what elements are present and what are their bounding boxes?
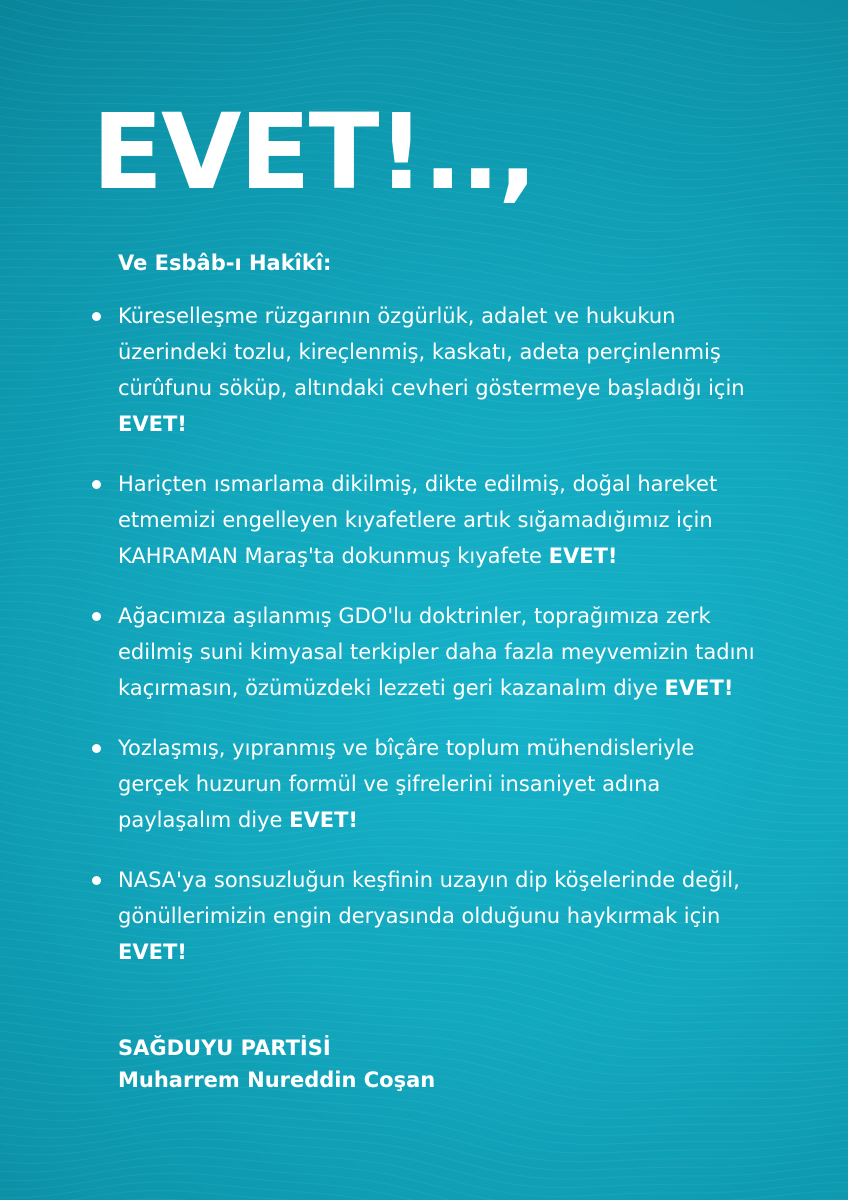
bullet-icon <box>92 312 101 321</box>
list-item-text: Hariçten ısmarlama dikilmiş, dikte edilmiş, doğal hareket etmemizi engelleyen kıyafetlere artık sığamadığımız için KAHRAMAN Maraş'ta dokunmuş kıyafete <box>118 472 718 568</box>
reasons-list <box>118 298 758 994</box>
list-item-text: Ağacımıza aşılanmış GDO'lu doktrinler, toprağımıza zerk edilmiş suni kimyasal terkipler daha fazla meyvemizin tadını kaçırmasın, özümüzdeki lezzeti geri kazanalım diye <box>118 604 755 700</box>
list-item <box>118 598 758 706</box>
list-item-text: NASA'ya sonsuzluğun keşfinin uzayın dip köşelerinde değil, gönüllerimizin engin deryasında olduğunu haykırmak için <box>118 868 740 928</box>
list-item <box>118 298 758 442</box>
bullet-icon <box>92 612 101 621</box>
author-name: Muharrem Nureddin Coşan <box>118 1068 436 1092</box>
party-name: SAĞDUYU PARTİSİ <box>118 1036 331 1060</box>
list-item-emphasis: EVET! <box>548 544 618 568</box>
list-item <box>118 466 758 574</box>
bullet-icon <box>92 744 101 753</box>
list-item-emphasis: EVET! <box>289 808 358 832</box>
subtitle: Ve Esbâb-ı Hakîkî: <box>118 251 332 275</box>
page-title: EVET!.., <box>92 91 536 213</box>
bullet-icon <box>92 876 101 885</box>
list-item-emphasis: EVET! <box>118 412 187 436</box>
signature-block <box>118 1032 435 1096</box>
bullet-icon <box>92 480 101 489</box>
list-item-emphasis: EVET! <box>118 940 187 964</box>
list-item <box>118 862 758 970</box>
list-item-emphasis: EVET! <box>664 676 734 700</box>
list-item-text: Yozlaşmış, yıpranmış ve bîçâre toplum mühendisleriyle gerçek huzurun formül ve şifrelerini insaniyet adına paylaşalım diye <box>118 736 695 832</box>
list-item <box>118 730 758 838</box>
list-item-text: Küreselleşme rüzgarının özgürlük, adalet ve hukukun üzerindeki tozlu, kireçlenmiş, kaskatı, adeta perçinlenmiş cürûfunu söküp, altındaki cevheri göstermeye başladığı için <box>118 304 745 400</box>
